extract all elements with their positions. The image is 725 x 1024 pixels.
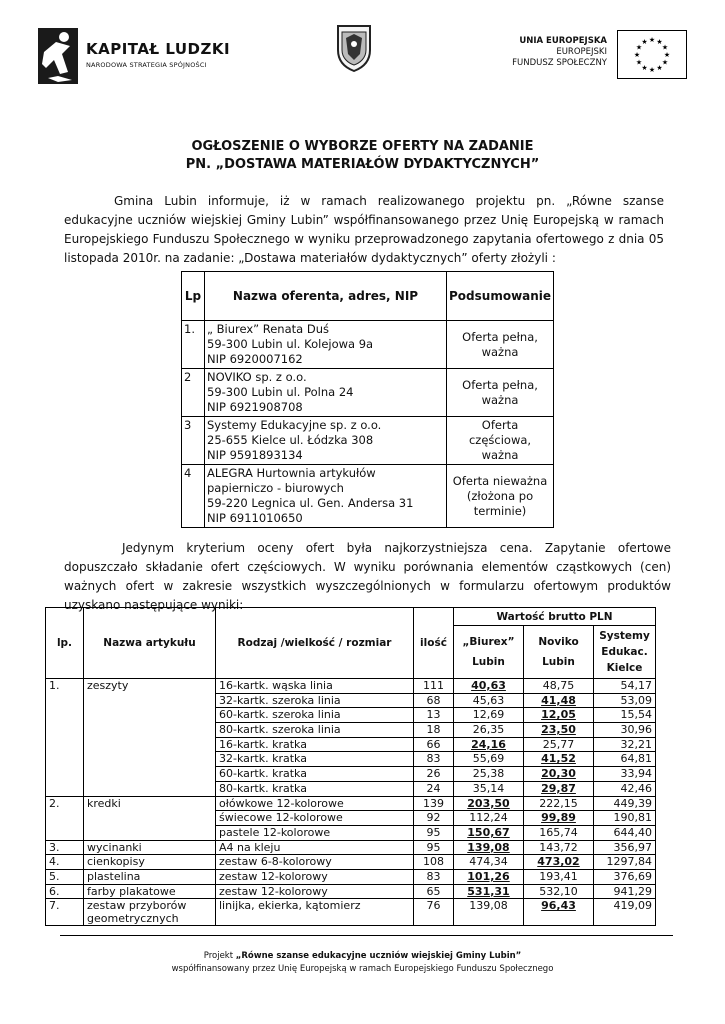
best-price-value: 41,48 [541, 693, 576, 707]
price-noviko [524, 811, 594, 826]
price-row [46, 869, 656, 884]
price-qty: 24 [414, 781, 454, 796]
price-biurex [454, 693, 524, 708]
price-qty: 83 [414, 752, 454, 767]
price-value: 45,63 [472, 693, 505, 707]
price-value: 356,97 [613, 840, 652, 854]
price-systemy [594, 767, 656, 782]
offer-summary-line: (złożona po [466, 488, 534, 503]
price-value: 15,54 [620, 708, 652, 722]
offer-lp: 4 [182, 465, 205, 528]
price-name [84, 752, 216, 767]
price-noviko [524, 825, 594, 840]
criterion-text: Jedynym kryterium oceny ofert była najkorzystniejsza cena. Zapytanie ofertowe dopuszczało składanie ofert częściowych. W wyniku porównania elementów cząstkowych (cen) ważnych ofert w zakresie wszystkich wyszczególnionych w formularzu ofertowym produktów uzyskano następujące wyniki: [64, 541, 671, 612]
price-value: 35,14 [472, 781, 505, 795]
price-kind: 16-kartk. kratka [216, 737, 414, 752]
price-biurex [454, 840, 524, 855]
offer-name-line: „ Biurex” Renata Duś [207, 322, 329, 336]
eu-star-icon: ★ [641, 64, 648, 72]
price-systemy [594, 737, 656, 752]
offer-name-line: 59-220 Legnica ul. Gen. Andersa 31 [207, 496, 414, 510]
best-price-value: 531,31 [467, 884, 510, 898]
prices-header-systemy-l2: Edukac. [601, 646, 648, 658]
footer-divider [60, 935, 673, 936]
price-name: cienkopisy [84, 855, 216, 870]
offer-lp: 3 [182, 417, 205, 465]
price-name: kredki [84, 796, 216, 811]
price-qty: 18 [414, 723, 454, 738]
price-kind: 32-kartk. kratka [216, 752, 414, 767]
price-lp: 4. [46, 855, 84, 870]
offers-table [181, 271, 554, 528]
price-name [84, 781, 216, 796]
eu-star-icon: ★ [661, 43, 669, 52]
prices-header-systemy [594, 626, 656, 679]
price-lp [46, 825, 84, 840]
prices-header-row-1 [46, 608, 656, 626]
price-name: zeszyty [84, 679, 216, 694]
price-qty: 65 [414, 884, 454, 899]
price-row [46, 781, 656, 796]
best-price-value: 101,26 [467, 869, 510, 883]
price-noviko [524, 840, 594, 855]
price-lp [46, 737, 84, 752]
price-value: 419,09 [613, 899, 652, 913]
eu-star-icon: ★ [648, 36, 656, 44]
best-price-value: 150,67 [467, 825, 510, 839]
price-qty: 95 [414, 825, 454, 840]
price-lp: 5. [46, 869, 84, 884]
price-biurex [454, 811, 524, 826]
prices-header-noviko-l2: Lubin [542, 656, 575, 668]
footer-prefix: Projekt [203, 951, 236, 961]
price-value: 112,24 [469, 811, 508, 825]
price-name: zestaw przyborów geometrycznych [84, 899, 216, 926]
price-qty: 108 [414, 855, 454, 870]
price-kind: ołówkowe 12-kolorowe [216, 796, 414, 811]
price-name [84, 811, 216, 826]
eu-star-icon: ★ [641, 38, 648, 46]
title-line-1: OGŁOSZENIE O WYBORZE OFERTY NA ZADANIE [191, 139, 534, 154]
price-systemy [594, 869, 656, 884]
footer [0, 950, 725, 976]
intro-paragraph [64, 192, 664, 268]
offer-name-line: NOVIKO sp. z o.o. [207, 370, 307, 384]
best-price-value: 203,50 [467, 796, 510, 810]
price-lp [46, 781, 84, 796]
price-kind: 32-kartk. szeroka linia [216, 693, 414, 708]
price-name [84, 723, 216, 738]
price-value: 25,77 [542, 737, 575, 751]
prices-header-lp: lp. [46, 608, 84, 679]
price-value: 33,94 [620, 767, 652, 781]
price-qty: 66 [414, 737, 454, 752]
price-systemy [594, 723, 656, 738]
price-systemy [594, 884, 656, 899]
price-value: 193,41 [539, 869, 578, 883]
eu-star-icon: ★ [656, 38, 663, 46]
price-noviko [524, 708, 594, 723]
price-value: 12,69 [472, 708, 505, 722]
offers-header-name: Nazwa oferenta, adres, NIP [205, 272, 447, 321]
price-noviko [524, 781, 594, 796]
best-price-value: 20,30 [541, 767, 576, 781]
price-biurex [454, 855, 524, 870]
price-noviko [524, 693, 594, 708]
coat-of-arms-icon [334, 24, 374, 72]
offer-name-line: NIP 9591893134 [207, 448, 303, 462]
price-value: 42,46 [620, 781, 652, 795]
best-price-value: 96,43 [541, 899, 576, 913]
price-biurex [454, 869, 524, 884]
price-lp: 2. [46, 796, 84, 811]
price-value: 64,81 [620, 752, 652, 766]
offer-name [205, 369, 447, 417]
price-value: 165,74 [539, 825, 578, 839]
offer-summary [447, 465, 554, 528]
price-noviko [524, 884, 594, 899]
price-qty: 95 [414, 840, 454, 855]
kapital-ludzki-figure-icon [38, 28, 78, 84]
eu-star-icon: ★ [635, 43, 643, 52]
prices-header-noviko-l1: Noviko [538, 636, 579, 648]
price-systemy [594, 811, 656, 826]
price-name [84, 708, 216, 723]
price-name [84, 825, 216, 840]
prices-header-group: Wartość brutto PLN [454, 608, 656, 626]
price-row [46, 693, 656, 708]
price-biurex [454, 723, 524, 738]
offer-lp: 1. [182, 321, 205, 369]
price-value: 222,15 [539, 796, 578, 810]
price-row [46, 767, 656, 782]
price-row [46, 884, 656, 899]
price-noviko [524, 899, 594, 926]
best-price-value: 40,63 [471, 679, 506, 692]
price-kind: A4 na kleju [216, 840, 414, 855]
price-value: 1297,84 [606, 855, 652, 869]
price-systemy [594, 752, 656, 767]
price-systemy [594, 781, 656, 796]
price-kind: świecowe 12-kolorowe [216, 811, 414, 826]
price-biurex [454, 899, 524, 926]
price-systemy [594, 855, 656, 870]
price-kind: 16-kartk. wąska linia [216, 679, 414, 694]
price-biurex [454, 884, 524, 899]
price-kind: 80-kartk. szeroka linia [216, 723, 414, 738]
ue-line-3: FUNDUSZ SPOŁECZNY [512, 58, 607, 68]
price-lp: 6. [46, 884, 84, 899]
price-row [46, 840, 656, 855]
price-kind: zestaw 6-8-kolorowy [216, 855, 414, 870]
best-price-value: 29,87 [541, 781, 576, 795]
price-value: 30,96 [620, 723, 652, 737]
title-line-2: PN. „DOSTAWA MATERIAŁÓW DYDAKTYCZNYCH” [185, 157, 540, 172]
price-systemy [594, 825, 656, 840]
price-lp: 7. [46, 899, 84, 926]
best-price-value: 24,16 [471, 737, 506, 751]
prices-header-kind: Rodzaj /wielkość / rozmiar [216, 608, 414, 679]
kapital-ludzki-subtitle: NARODOWA STRATEGIA SPÓJNOŚCI [86, 61, 207, 69]
price-value: 25,38 [472, 767, 505, 781]
price-biurex [454, 679, 524, 694]
price-kind: zestaw 12-kolorowy [216, 869, 414, 884]
ue-efs-label [512, 36, 607, 69]
offer-summary-line: terminie) [473, 503, 527, 518]
offer-row [182, 465, 554, 528]
price-lp: 3. [46, 840, 84, 855]
price-value: 474,34 [469, 855, 508, 869]
offers-header-lp: Lp [182, 272, 205, 321]
prices-header-biurex-l1: „Biurex” [462, 636, 515, 648]
price-value: 139,08 [469, 899, 508, 913]
price-row [46, 752, 656, 767]
price-value: 48,75 [542, 679, 575, 692]
price-systemy [594, 899, 656, 926]
price-qty: 83 [414, 869, 454, 884]
prices-header-biurex-l2: Lubin [472, 656, 505, 668]
price-lp [46, 767, 84, 782]
ue-line-1: UNIA EUROPEJSKA [519, 36, 607, 46]
price-row [46, 811, 656, 826]
price-value: 190,81 [613, 811, 652, 825]
kapital-ludzki-logo [38, 28, 238, 84]
offer-row [182, 321, 554, 369]
offer-name-line: papierniczo - biurowych [207, 481, 344, 495]
price-biurex [454, 825, 524, 840]
price-row [46, 679, 656, 694]
price-value: 32,21 [620, 737, 652, 751]
price-name: farby plakatowe [84, 884, 216, 899]
price-biurex [454, 796, 524, 811]
best-price-value: 473,02 [537, 855, 580, 869]
footer-line-2: współfinansowany przez Unię Europejską w ramach Europejskiego Funduszu Społecznego [171, 964, 554, 974]
announcement-title [0, 138, 725, 174]
price-kind: linijka, ekierka, kątomierz [216, 899, 414, 926]
eu-star-icon: ★ [648, 66, 656, 74]
price-kind: zestaw 12-kolorowy [216, 884, 414, 899]
prices-header-qty: ilość [414, 608, 454, 679]
offer-name-line: NIP 6911010650 [207, 511, 303, 525]
kapital-ludzki-title: KAPITAŁ LUDZKI [86, 40, 231, 58]
price-systemy [594, 693, 656, 708]
price-name: wycinanki [84, 840, 216, 855]
price-systemy [594, 796, 656, 811]
eu-flag-icon [617, 30, 687, 79]
price-noviko [524, 767, 594, 782]
price-name [84, 693, 216, 708]
prices-table [45, 607, 656, 926]
prices-header-name: Nazwa artykułu [84, 608, 216, 679]
eu-star-icon: ★ [635, 58, 643, 67]
price-row [46, 737, 656, 752]
price-row [46, 899, 656, 926]
best-price-value: 99,89 [541, 811, 576, 825]
price-row [46, 723, 656, 738]
price-value: 941,29 [613, 884, 652, 898]
offer-summary [447, 369, 554, 417]
price-name [84, 737, 216, 752]
footer-project-name: „Równe szanse edukacyjne uczniów wiejskiej Gminy Lubin” [235, 951, 522, 961]
offers-header-summary: Podsumowanie [447, 272, 554, 321]
price-biurex [454, 708, 524, 723]
price-noviko [524, 679, 594, 694]
price-row [46, 796, 656, 811]
price-kind: 60-kartk. szeroka linia [216, 708, 414, 723]
price-qty: 13 [414, 708, 454, 723]
offer-summary-line: ważna [481, 344, 519, 359]
best-price-value: 12,05 [541, 708, 576, 722]
price-qty: 68 [414, 693, 454, 708]
price-biurex [454, 737, 524, 752]
price-biurex [454, 781, 524, 796]
offer-summary-line: Oferta pełna, [462, 329, 538, 344]
price-kind: pastele 12-kolorowe [216, 825, 414, 840]
prices-header-systemy-l3: Kielce [606, 662, 643, 674]
price-noviko [524, 855, 594, 870]
price-lp [46, 708, 84, 723]
offers-header-row [182, 272, 554, 321]
price-row [46, 825, 656, 840]
offer-summary-line: Oferta pełna, [462, 377, 538, 392]
offer-summary [447, 417, 554, 465]
price-systemy [594, 708, 656, 723]
offer-summary-line: ważna [481, 392, 519, 407]
prices-header-biurex [454, 626, 524, 679]
criterion-paragraph [64, 539, 671, 615]
price-noviko [524, 796, 594, 811]
price-kind: 60-kartk. kratka [216, 767, 414, 782]
price-biurex [454, 767, 524, 782]
eu-star-icon: ★ [656, 64, 663, 72]
offer-name-line: 25-655 Kielce ul. Łódzka 308 [207, 433, 374, 447]
footer-line-1 [0, 950, 725, 963]
price-qty: 111 [414, 679, 454, 694]
best-price-value: 139,08 [467, 840, 510, 854]
price-lp: 1. [46, 679, 84, 694]
offer-name-line: 59-300 Lubin ul. Polna 24 [207, 385, 354, 399]
price-name: plastelina [84, 869, 216, 884]
price-kind: 80-kartk. kratka [216, 781, 414, 796]
price-qty: 92 [414, 811, 454, 826]
price-qty: 139 [414, 796, 454, 811]
offer-summary-line: Oferta częściowa, [468, 418, 532, 447]
offer-summary [447, 321, 554, 369]
price-row [46, 855, 656, 870]
price-systemy [594, 679, 656, 694]
price-value: 54,17 [620, 679, 652, 692]
offer-name [205, 321, 447, 369]
price-lp [46, 723, 84, 738]
offer-name-line: 59-300 Lubin ul. Kolejowa 9a [207, 337, 374, 351]
offer-name [205, 417, 447, 465]
price-lp [46, 693, 84, 708]
offer-row [182, 417, 554, 465]
price-value: 53,09 [620, 693, 652, 707]
ue-line-2: EUROPEJSKI [556, 47, 607, 57]
price-lp [46, 811, 84, 826]
price-value: 143,72 [539, 840, 578, 854]
price-value: 449,39 [613, 796, 652, 810]
intro-text: Gmina Lubin informuje, iż w ramach realizowanego projektu pn. „Równe szanse edukacyjne uczniów wiejskiej Gminy Lubin” współfinansowanego przez Unię Europejską w ramach Europejskiego Funduszu Społecznego w wyniku przeprowadzonego zapytania ofertowego z dnia 05 listopada 2010r. na zadanie: „Dostawa materiałów dydaktycznych” oferty złożyli : [64, 194, 664, 265]
price-value: 376,69 [613, 869, 652, 883]
eu-star-icon: ★ [633, 51, 641, 59]
price-row [46, 708, 656, 723]
best-price-value: 23,50 [541, 723, 576, 737]
offer-lp: 2 [182, 369, 205, 417]
offer-row [182, 369, 554, 417]
price-qty: 26 [414, 767, 454, 782]
offer-summary-line: Oferta nieważna [452, 473, 548, 488]
offer-name-line: NIP 6920007162 [207, 352, 303, 366]
price-noviko [524, 869, 594, 884]
eu-star-icon: ★ [661, 58, 669, 67]
prices-header-noviko [524, 626, 594, 679]
price-value: 55,69 [472, 752, 505, 766]
offer-summary-line: ważna [481, 448, 519, 462]
price-name [84, 767, 216, 782]
price-noviko [524, 737, 594, 752]
price-noviko [524, 723, 594, 738]
price-systemy [594, 840, 656, 855]
best-price-value: 41,52 [541, 752, 576, 766]
price-lp [46, 752, 84, 767]
eu-star-icon: ★ [663, 51, 671, 59]
price-noviko [524, 752, 594, 767]
price-qty: 76 [414, 899, 454, 926]
offer-name-line: ALEGRA Hurtownia artykułów [207, 466, 376, 480]
price-value: 532,10 [539, 884, 578, 898]
offer-name-line: NIP 6921908708 [207, 400, 303, 414]
price-value: 644,40 [613, 825, 652, 839]
offer-name [205, 465, 447, 528]
prices-header-systemy-l1: Systemy [599, 630, 650, 642]
price-biurex [454, 752, 524, 767]
price-value: 26,35 [472, 723, 505, 737]
offer-name-line: Systemy Edukacyjne sp. z o.o. [207, 418, 382, 432]
